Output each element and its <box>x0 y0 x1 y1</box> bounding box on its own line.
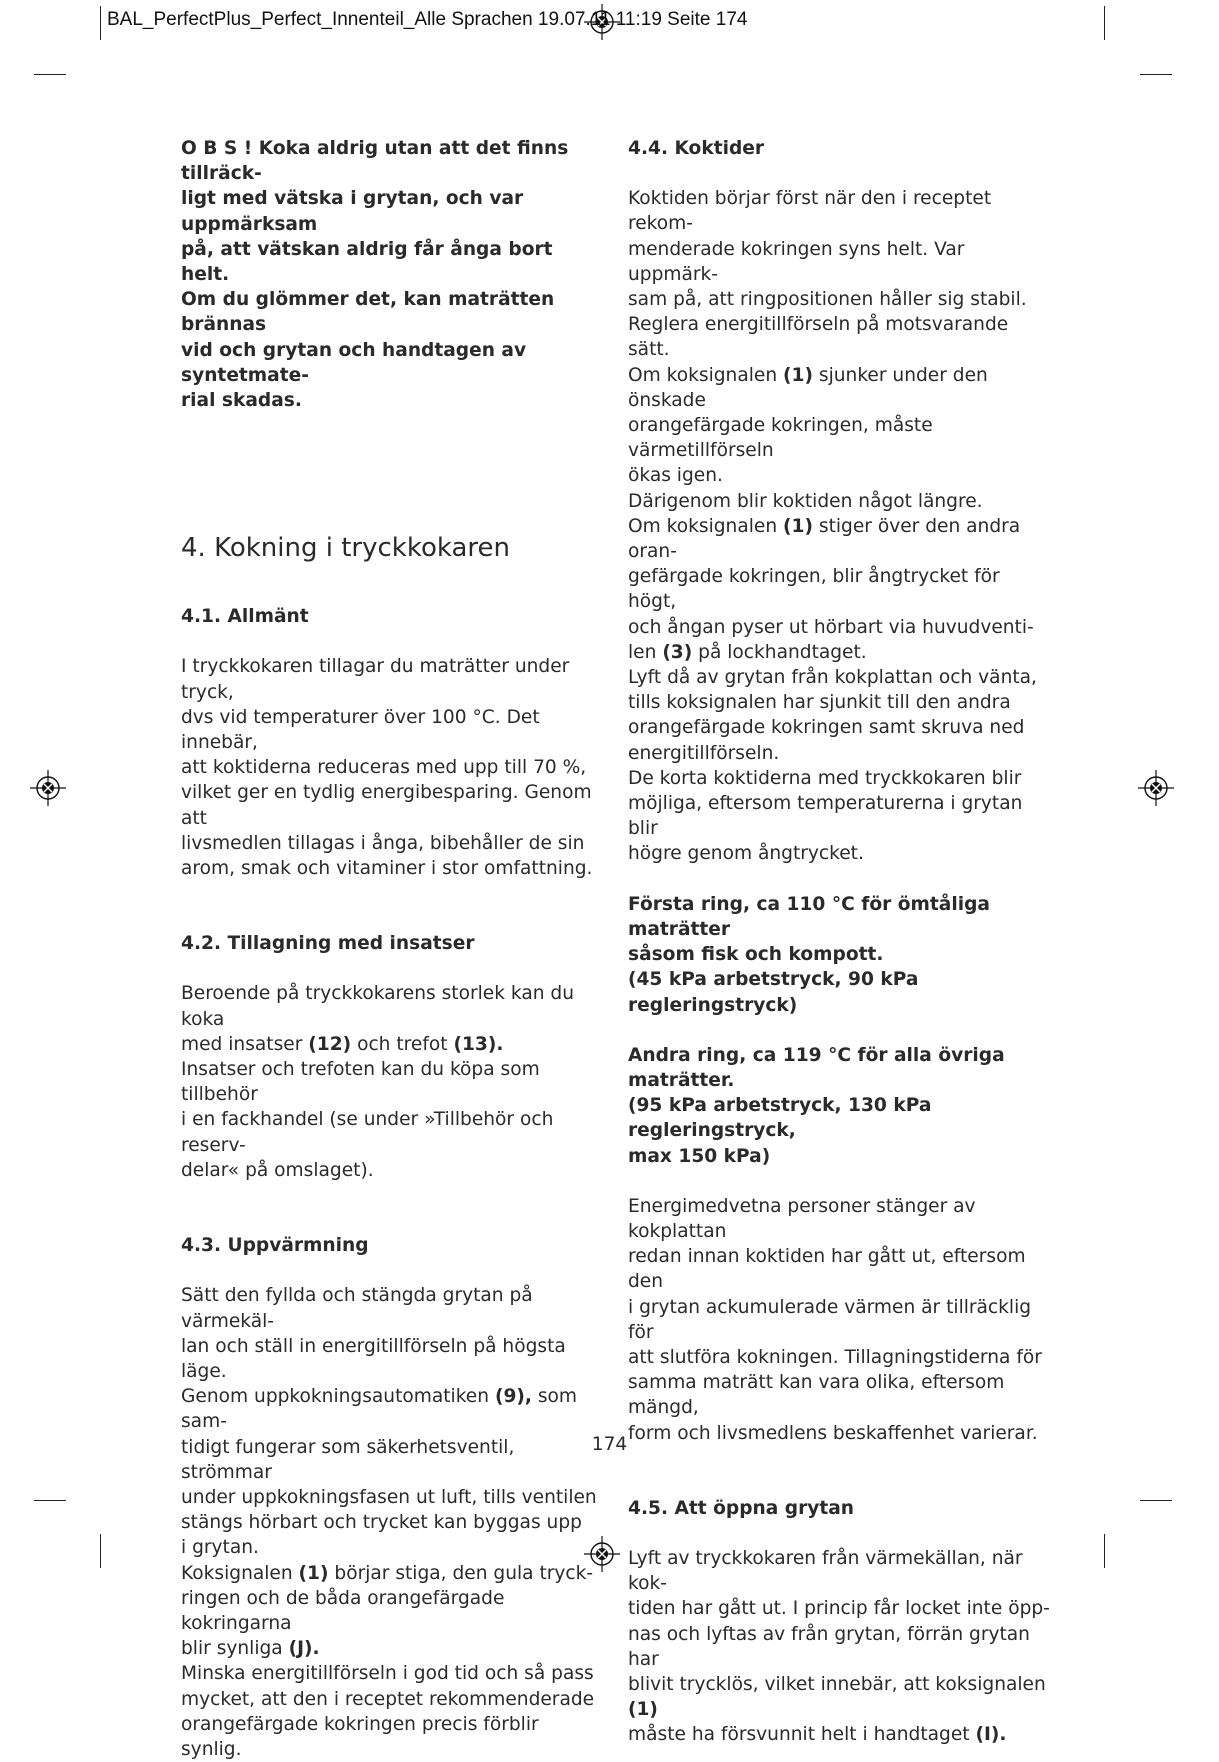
crop-mark <box>1104 6 1105 40</box>
print-slug: BAL_PerfectPlus_Perfect_Innenteil_Alle Sprachen 19.07.11 11:19 Seite 174 <box>107 9 748 30</box>
section-4-3-body: Sätt den fyllda och stängda grytan på värmekäl- lan och ställ in energitillförseln på högsta läge. Genom uppkokningsautomatiken (9), som sam- tidigt fungerar som säkerhetsventil, strömmar under uppkokningsfasen ut luft, tills ventilen stängs hörbart och trycket kan byggas upp i grytan. Koksignalen (1) börjar stiga, den gula tryck- ringen och de båda orangefärgade kokringarna blir synliga (J). Minska energitillförseln i god tid och så pass mycket, att den i receptet rekommenderade orangefärgade kokringen precis förblir synlig. <box>181 1285 597 1760</box>
section-4-2-heading: 4.2. Tillagning med insatser <box>181 933 475 955</box>
section-4-4-body: Koktiden börjar först när den i receptet rekom- menderade kokringen syns helt. Var uppmärk- sam på, att ringpositionen håller sig stabil. Reglera energitillförseln på motsvarande sätt. Om koksignalen (1) sjunker under den önskade orangefärgade kokringen, måste värmetillförseln ökas igen. Därigenom blir koktiden något längre. Om koksignalen (1) stiger över den andra oran- gefärgade kokringen, blir ångtrycket för högt, och ångan pyser ut hörbart via huvudventi- len (3) på lockhandtaget. Lyft då av grytan från kokplattan och vänta, tills koksignalen har sjunkit till den andra orangefärgade kokringen samt skruva ned energitillförseln. De korta koktiderna med tryckkokaren blir möjliga, eftersom temperaturerna i grytan blir högre genom ångtrycket. <box>628 188 1037 865</box>
chapter-title: 4. Kokning i tryckkokaren <box>181 533 511 564</box>
crop-mark <box>1104 1534 1105 1568</box>
section-4-3-heading: 4.3. Uppvärmning <box>181 1235 369 1257</box>
crop-mark <box>100 1534 101 1568</box>
warning-paragraph: O B S ! Koka aldrig utan att det finns tillräck- ligt med vätska i grytan, och var uppmärksam på, att vätskan aldrig får ånga bort helt. Om du glömmer det, kan maträtten brännas vid och grytan och handtagen av syntetmate- rial skadas. <box>181 138 569 412</box>
right-column <box>628 136 1053 1748</box>
section-4-2-body: Beroende på tryckkokarens storlek kan du koka med insatser (12) och trefot (13). Insatser och trefoten kan du köpa som tillbehör i en fackhandel (se under »Tillbehör och reserv- delar« på omslaget). <box>181 983 574 1181</box>
crop-mark <box>1140 74 1172 75</box>
section-4-1-heading: 4.1. Allmänt <box>181 606 309 628</box>
second-ring-note: Andra ring, ca 119 °C för alla övriga maträtter. (95 kPa arbetstryck, 130 kPa regleringstryck, max 150 kPa) <box>628 1044 1005 1167</box>
section-4-5-heading: 4.5. Att öppna grytan <box>628 1497 855 1519</box>
first-ring-note: Första ring, ca 110 °C för ömtåliga maträtter såsom fisk och kompott. (45 kPa arbetstryck, 90 kPa regleringstryck) <box>628 893 990 1016</box>
registration-mark-icon <box>30 770 66 806</box>
section-4-4-heading: 4.4. Koktider <box>628 138 765 159</box>
registration-mark-icon <box>1138 770 1174 806</box>
section-4-1-body: I tryckkokaren tillagar du maträtter under tryck, dvs vid temperaturer över 100 °C. Det innebär, att koktiderna reduceras med upp till 70 %, vilket ger en tydlig energibesparing. Genom att livsmedlen tillagas i ånga, bibehåller de sin arom, smak och vitaminer i stor omfattning. <box>181 656 593 880</box>
section-4-5-body: Lyft av tryckkokaren från värmekällan, när kok- tiden har gått ut. I princip får locket inte öpp- nas och lyftas av från grytan, förrän grytan har blivit trycklös, vilket innebär, att koksignalen (1) måste ha försvunnit helt i handtaget (I). <box>628 1547 1050 1746</box>
left-column <box>181 136 601 1762</box>
energy-paragraph: Energimedvetna personer stänger av kokplattan redan innan koktiden har gått ut, eftersom den i grytan ackumulerade värmen är tillräcklig för att slutföra kokningen. Tillagningstiderna för samma maträtt kan vara olika, eftersom mängd, form och livsmedlens beskaffenhet varierar. <box>628 1195 1042 1444</box>
crop-mark <box>1140 1500 1172 1501</box>
crop-mark <box>34 1500 66 1501</box>
page-number: 174 <box>591 1434 628 1455</box>
crop-mark <box>34 74 66 75</box>
crop-mark <box>100 6 101 40</box>
